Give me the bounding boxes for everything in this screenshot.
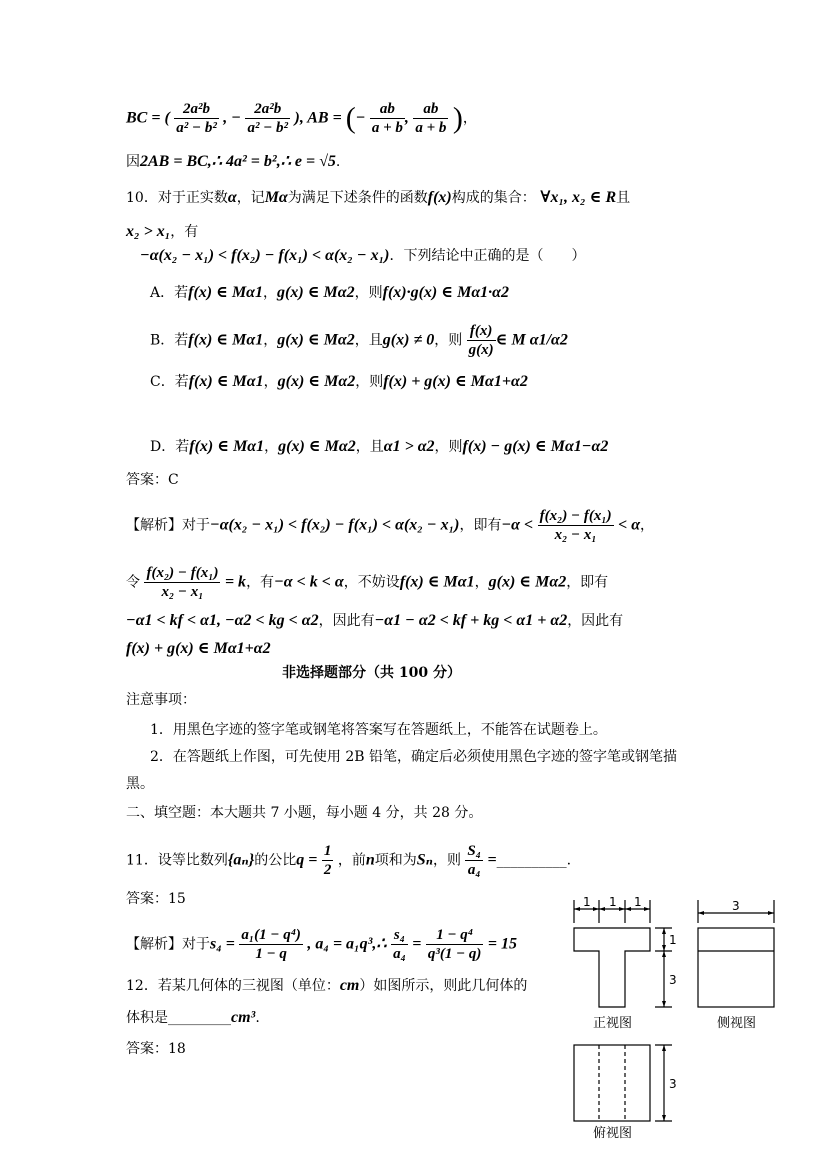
answer-blank: _________ [168, 1010, 231, 1026]
front-view-label: 正视图 [593, 1016, 633, 1031]
dim-label: 1 [583, 895, 591, 909]
q12-answer: 答案：18 [126, 1041, 186, 1057]
notice-item-1: 1．用黑色字迹的签字笔或钢笔将答案写在答题纸上，不能答在试题卷上。 [150, 722, 607, 738]
q11-stem: 11．设等比数列{aₙ}的公比q = $\frac{1}{2}$ ，前n项和为Sₙ，则 $\frac{\text{S₄}}{\text{a₄}}$ =__________. [126, 843, 572, 878]
vector-bc: BC = ( [126, 109, 170, 127]
notice-item-2-cont: 黑。 [126, 776, 154, 792]
fraction: $\frac{\text{2a²b}}{\text{a² − b²}}$ [176, 101, 217, 136]
fraction: $\frac{ab}{a + b}$ [371, 101, 403, 136]
top-view-shape [574, 1045, 650, 1121]
dim-label: 1 [669, 933, 677, 947]
q10-solution-line-2: 令 $\frac{\text{f(x₂) − f(x₁)}}{\text{x₂ − x₁}}$ = k，有−α < k < α，不妨设f(x) ∈ Mα1，g(x) ∈ Mα2，即有 [126, 565, 609, 600]
notice-heading: 注意事项： [126, 692, 196, 708]
dim-label: 1 [609, 895, 617, 909]
q10-stem-line-3: −α(x₂ − x₁) < f(x₂) − f(x₁) < α(x₂ − x₁)．下列结论中正确的是（ ） [140, 247, 586, 264]
side-view-shape [698, 928, 774, 1007]
fraction: $\frac{\text{2a²b}}{\text{a² − b²}}$ [247, 101, 289, 136]
q10-option-b: B．若f(x) ∈ Mα1，g(x) ∈ Mα2，且g(x) ≠ 0，则 $\frac{f(x)}{g(x)}$ ∈ M α1/α2 [150, 323, 568, 358]
notice-item-2: 2．在答题纸上作图，可先使用 2B 铅笔，确定后必须使用黑色字迹的签字笔或钢笔描 [150, 749, 678, 765]
part-two-heading: 二、填空题：本大题共 7 小题，每小题 4 分，共 28 分。 [126, 805, 483, 821]
q11-answer: 答案：15 [126, 891, 186, 907]
q10-option-d: D．若f(x) ∈ Mα1，g(x) ∈ Mα2，且α1 > α2，则f(x) − g(x) ∈ Mα1−α2 [150, 438, 609, 455]
q10-solution-line-1: 【解析】对于−α(x₂ − x₁) < f(x₂) − f(x₁) < α(x₂ − x₁)，即有−α < $\frac{\text{f(x₂) − f(x₁)}}{\text{x₂ − x₁}}$ < α， [126, 508, 655, 543]
q10-option-c: C．若f(x) ∈ Mα1，g(x) ∈ Mα2，则f(x) + g(x) ∈ Mα1+α2 [150, 373, 528, 390]
section-title: 非选择题部分（共 100 分） [282, 665, 461, 681]
top-view-label: 俯视图 [593, 1126, 633, 1140]
q12-stem-line-1: 12．若某几何体的三视图（单位：cm）如图所示，则此几何体的 [126, 977, 528, 994]
answer-blank: __________ [496, 852, 567, 869]
q12-stem-line-2: 体积是_________cm³. [126, 1009, 260, 1026]
q10-answer: 答案：C [126, 472, 179, 488]
vector-line-2: 因2AB = BC,∴ 4a² = b²,∴ e = √5. [126, 153, 341, 170]
dim-label: 3 [669, 973, 677, 987]
q10-option-a: A．若f(x) ∈ Mα1，g(x) ∈ Mα2，则f(x)·g(x) ∈ Mα1·α2 [150, 284, 510, 301]
q10-solution-line-4: f(x) + g(x) ∈ Mα1+α2 [126, 640, 271, 657]
vector-line-1: BC = ( $\frac{\text{2a²b}}{\text{a² − b²}}$ , − $\frac{\text{2a²b}}{\text{a² − b²}}$ ), AB = (− $\frac{ab}{a + b}$ , $\frac{ab}{a + b}$ )， [126, 101, 477, 136]
side-view-label: 侧视图 [717, 1016, 757, 1031]
dim-label: 1 [634, 895, 642, 909]
q11-solution: 【解析】对于s₄ = $\frac{\text{a₁(1 − q⁴)}}{1 - q}$ , a₄ = a₁q³,∴ $\frac{\text{s₄}}{\text{a₄}}$ = $\frac{\text{1 − q⁴}}{\text{q³(1 − q)}}$ = 15 [126, 927, 517, 962]
q10-solution-line-3: −α1 < kf < α1, −α2 < kg < α2，因此有−α1 − α2 < kf + kg < α1 + α2，因此有 [126, 612, 624, 629]
vector-ab: ), AB = [294, 109, 346, 127]
three-view-diagram [560, 895, 800, 1140]
front-view-shape [574, 928, 650, 1007]
dim-label: 3 [669, 1077, 677, 1091]
q10-stem-line-1: 10．对于正实数α，记Mα为满足下述条件的函数f(x)构成的集合： ∀x₁, x₂ ∈ R且 [126, 189, 631, 206]
fraction: $\frac{ab}{a + b}$ [415, 101, 447, 136]
q10-stem-line-2: x₂ > x₁，有 [126, 223, 199, 240]
dim-label: 3 [732, 899, 740, 913]
